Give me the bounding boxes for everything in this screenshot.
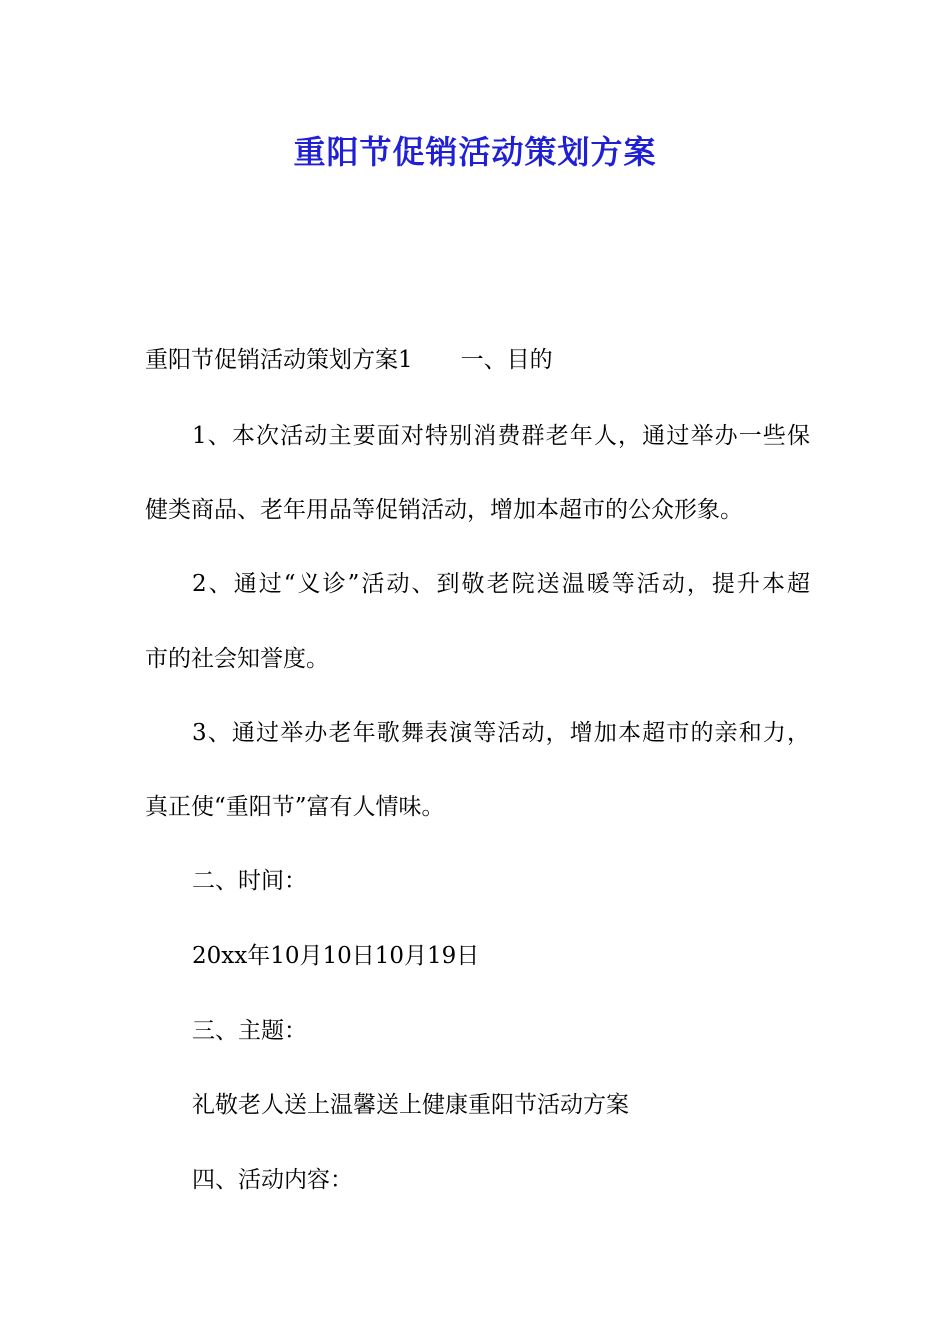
- paragraph-2-line-1: 2、通过“义诊”活动、到敬老院送温暖等活动，提升本超: [192, 571, 810, 597]
- paragraph-3-line-2: 真正使“重阳节”富有人情味。: [145, 794, 445, 820]
- paragraph-3-line-1: 3、通过举办老年歌舞表演等活动，增加本超市的亲和力，: [192, 720, 810, 746]
- section-2-body: 20xx年10月10日10月19日: [192, 943, 480, 969]
- section-2-heading: 二、时间：: [192, 868, 307, 894]
- intro-line: [145, 345, 553, 375]
- section-4-heading: 四、活动内容：: [192, 1167, 353, 1193]
- paragraph-1-line-2: 健类商品、老年用品等促销活动，增加本超市的公众形象。: [145, 497, 743, 523]
- section-3-body: 礼敬老人送上温馨送上健康重阳节活动方案: [192, 1092, 629, 1118]
- document-title: 重阳节促销活动策划方案: [293, 133, 657, 171]
- paragraph-1-line-1: 1、本次活动主要面对特别消费群老年人，通过举办一些保: [192, 423, 810, 449]
- intro-heading: 重阳节促销活动策划方案1: [145, 347, 413, 373]
- section-1-heading: 一、目的: [460, 347, 553, 373]
- section-3-heading: 三、主题：: [192, 1018, 307, 1044]
- paragraph-2-line-2: 市的社会知誉度。: [145, 646, 329, 672]
